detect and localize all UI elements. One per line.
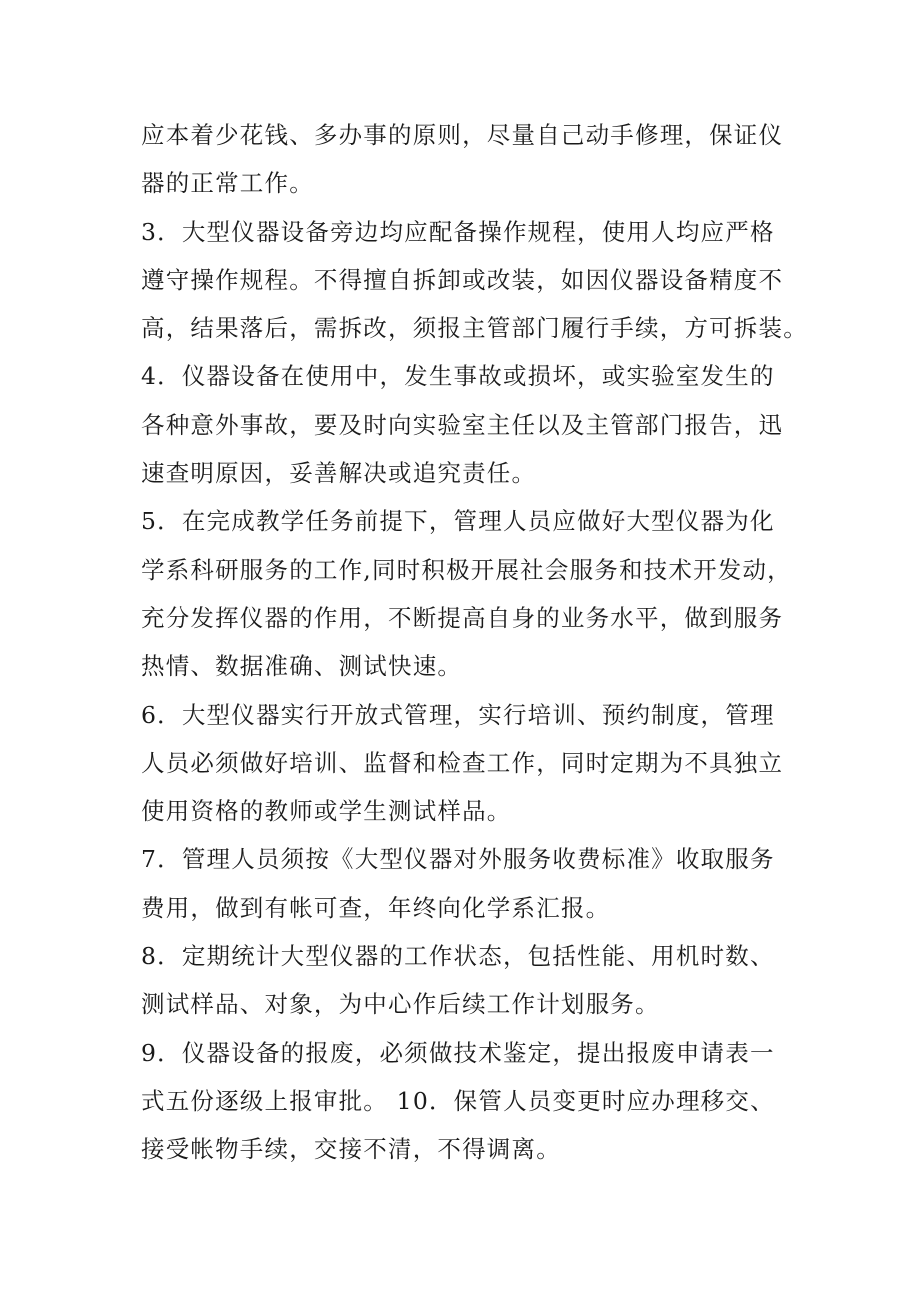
text-line: 速查明原因，妥善解决或追究责任。 xyxy=(141,459,537,488)
text-line: 应本着少花钱、多办事的原则，尽量自己动手修理，保证仪 xyxy=(141,121,784,149)
text-line: 9．仪器设备的报废，必须做技术鉴定，提出报废申请表一 xyxy=(141,1038,775,1067)
text-line: 热情、数据准确、测试快速。 xyxy=(141,652,463,681)
text-line: 充分发挥仪器的作用，不断提高自身的业务水平，做到服务 xyxy=(141,603,784,632)
text-line: 6．大型仪器实行开放式管理，实行培训、预约制度，管理 xyxy=(141,700,775,729)
text-line: 器的正常工作。 xyxy=(141,169,314,198)
text-line: 遵守操作规程。不得擅自拆卸或改装，如因仪器设备精度不 xyxy=(141,265,784,294)
text-line: 各种意外事故，要及时向实验室主任以及主管部门报告，迅 xyxy=(141,410,784,439)
text-line: 高，结果落后，需拆改，须报主管部门履行手续，方可拆装。 xyxy=(141,314,808,343)
text-line: 3．大型仪器设备旁边均应配备操作规程，使用人均应严格 xyxy=(141,217,775,246)
text-line: 费用，做到有帐可查，年终向化学系汇报。 xyxy=(141,893,611,922)
document-body xyxy=(141,111,808,1174)
text-line: 接受帐物手续，交接不清，不得调离。 xyxy=(141,1135,561,1164)
text-line: 使用资格的教师或学生测试样品。 xyxy=(141,797,512,826)
text-line: 8．定期统计大型仪器的工作状态，包括性能、用机时数、 xyxy=(141,942,775,971)
text-line: 测试样品、对象，为中心作后续工作计划服务。 xyxy=(141,990,660,1019)
text-line: 学系科研服务的工作,同时积极开展社会服务和技术开发动， xyxy=(141,555,792,584)
text-line: 人员必须做好培训、监督和检查工作，同时定期为不具独立 xyxy=(141,748,784,777)
text-line: 4．仪器设备在使用中，发生事故或损坏，或实验室发生的 xyxy=(141,362,775,391)
text-line: 5．在完成教学任务前提下，管理人员应做好大型仪器为化 xyxy=(141,507,775,536)
text-line: 式五份逐级上报审批。 10．保管人员变更时应办理移交、 xyxy=(141,1086,775,1115)
text-line: 7．管理人员须按《大型仪器对外服务收费标准》收取服务 xyxy=(141,845,775,874)
